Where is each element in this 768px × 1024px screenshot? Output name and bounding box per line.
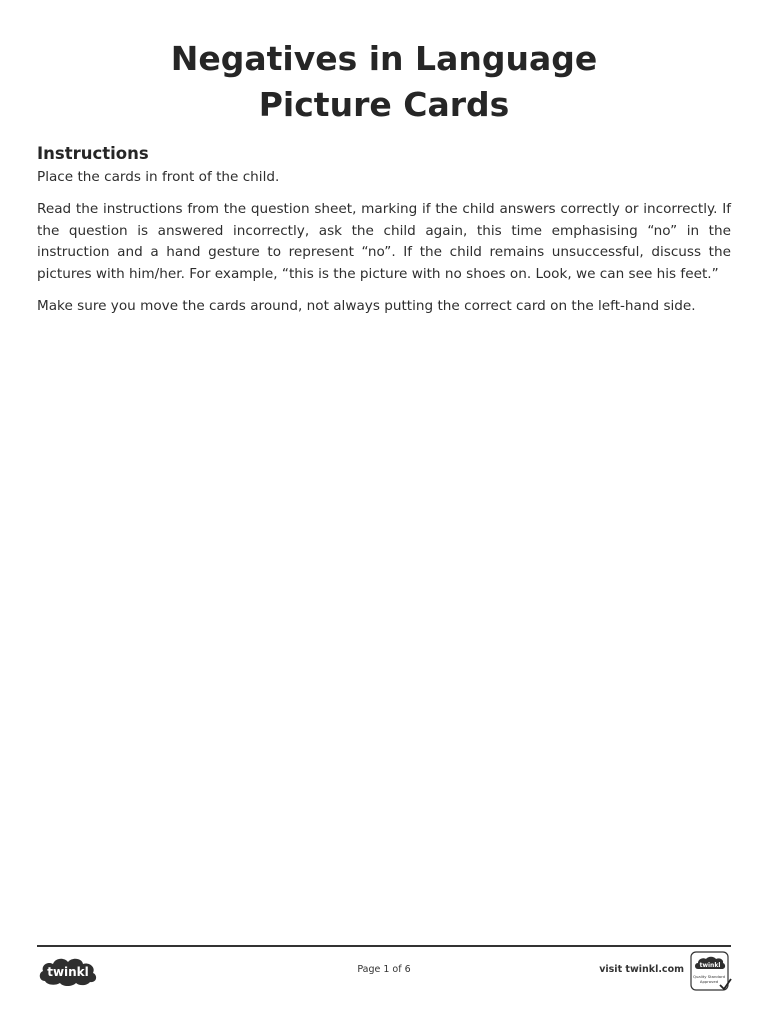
title-line-2: Picture Cards xyxy=(258,85,510,124)
badge-line-2: Approved xyxy=(699,979,719,984)
footer-divider xyxy=(37,945,731,947)
title-line-1: Negatives in Language xyxy=(170,39,598,78)
badge-brand: twinkl xyxy=(699,962,721,969)
instruction-paragraph-3: Make sure you move the cards around, not always putting the correct card on the left-hand side. xyxy=(37,297,696,314)
visit-link[interactable]: visit twinkl.com xyxy=(599,964,684,975)
instructions-section xyxy=(37,143,731,328)
badge-line-1: Quality Standard xyxy=(692,974,726,979)
quality-standard-badge xyxy=(690,951,732,993)
instruction-paragraph-2: Read the instructions from the question sheet, marking if the child answers correctly or incorrectly. If the question is answered incorrectly, ask the child again, this time emphasising “no” in the instruction and a hand gesture to represent “no”. If the child remains unsuccessful, discuss the pictures with him/her. For example, “this is the picture with no shoes on. Look, we can see his feet.” xyxy=(37,200,731,283)
logo-text: twinkl xyxy=(47,965,89,979)
instructions-heading: Instructions xyxy=(37,144,149,163)
page-number: Page 1 of 6 xyxy=(357,964,411,975)
instruction-paragraph-1: Place the cards in front of the child. xyxy=(37,169,280,185)
page-title xyxy=(0,36,768,128)
